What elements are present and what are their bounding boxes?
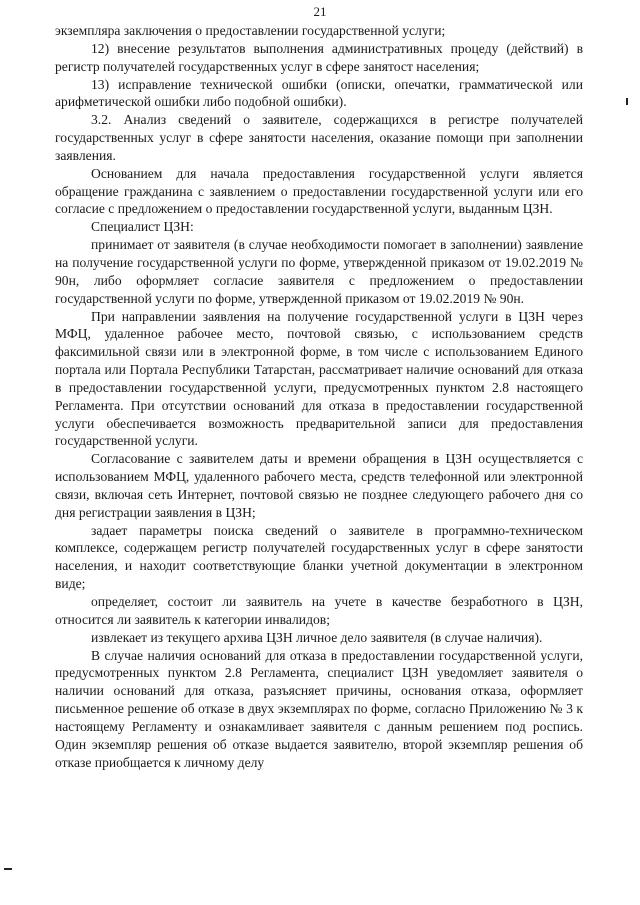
scan-edge-mark — [626, 98, 628, 105]
paragraph: Специалист ЦЗН: — [91, 219, 194, 235]
paragraph: извлекает из текущего архива ЦЗН личное дело заявителя (в случае наличия). — [91, 629, 543, 645]
page-number: 21 — [313, 4, 327, 19]
document-body — [55, 22, 583, 771]
paragraph: Согласование с заявителем даты и времени обращения в ЦЗН осуществляется с использованием МФЦ, удаленного рабочего места, средств телефонной или электронной связи, включая сеть Интернет, почтовой связью не позднее следующего рабочего дня со дня регистрации заявления в ЦЗН; — [55, 451, 583, 520]
paragraph: определяет, состоит ли заявитель на учете в качестве безработного в ЦЗН, относится ли заявитель к категории инвалидов; — [55, 594, 583, 627]
paragraph: экземпляра заключения о предоставлении государственной услуги; — [55, 23, 446, 38]
paragraph: В случае наличия оснований для отказа в предоставлении государственной услуги, предусмотренных пунктом 2.8 Регламента, специалист ЦЗН уведомляет заявителя о наличии оснований для отказа, разъясняет причины, основания отказа, оформляет письменное решение об отказе в двух экземплярах по форме, согласно Приложению № 3 к настоящему Регламенту и ознакамливает заявителя с данным решением под роспись. Один экземпляр решения об отказе выдается заявителю, второй экземпляр решения об отказе приобщается к личному делу — [55, 647, 583, 770]
scan-edge-mark — [4, 868, 12, 870]
paragraph: 12) внесение результатов выполнения административных процеду (действий) в регистр получателей государственных услуг в сфере занятост населения; — [55, 40, 583, 74]
section-heading-paragraph: 3.2. Анализ сведений о заявителе, содержащихся в регистре получателей государственных услуг в сфере занятости населения, оказание помощи при заполнении заявления. — [55, 112, 583, 163]
paragraph: Основанием для начала предоставления государственной услуги является обращение гражданина с заявлением о предоставлении государственной услуги или его согласие с предложением о предоставлении государственной услуги, выданным ЦЗН. — [55, 165, 583, 217]
paragraph: задает параметры поиска сведений о заявителе в программно-техническом комплексе, содержащем регистр получателей государственных услуг в сфере занятости населения, и находит соответствующие бланки учетной документации в электронном виде; — [55, 522, 583, 592]
paragraph: 13) исправление технической ошибки (описки, опечатки, грамматической или арифметической ошибки либо подобной ошибки). — [55, 76, 583, 110]
paragraph: принимает от заявителя (в случае необходимости помогает в заполнении) заявление на получение государственной услуги по форме, утвержденной приказом от 19.02.2019 № 90н, либо оформляет согласие заявителя с предложением о предоставлении государственной услуги по форме, утвержденной приказом от 19.02.2019 № 90н. — [55, 237, 583, 306]
paragraph: При направлении заявления на получение государственной услуги в ЦЗН через МФЦ, удаленное рабочее место, почтовой связью, с использованием средств факсимильной связи или в электронной форме, в том числе с использованием Единого портала или Портала Республики Татарстан, рассматривает наличие оснований для отказа в предоставлении государственной услуги, предусмотренных пунктом 2.8 настоящего Регламента. При отсутствии оснований для отказа в предоставлении государственной услуги обеспечивается возможность предварительной записи для предоставления государственной услуги. — [55, 308, 583, 449]
